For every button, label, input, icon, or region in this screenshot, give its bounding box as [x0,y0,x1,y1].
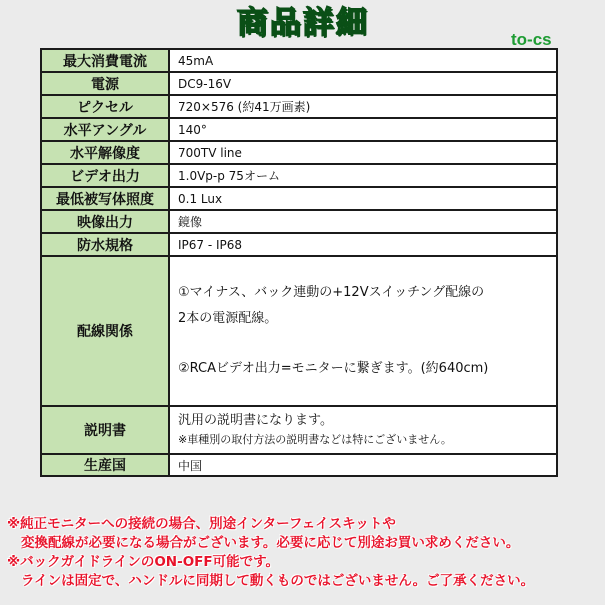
spec-label: 最大消費電流 [41,49,169,72]
spec-label: ピクセル [41,95,169,118]
spec-value: IP67 - IP68 [169,233,557,256]
spec-label: 映像出力 [41,210,169,233]
table-row [41,454,557,476]
spec-table [40,48,558,477]
spec-value: 鏡像 [169,210,557,233]
note-line: ※バックガイドラインのON-OFF可能です。 [7,554,280,570]
notes-block [7,515,602,591]
table-row [41,187,557,210]
note-line: 変換配線が必要になる場合がございます。必要に応じて別途お買い求めください。 [21,535,520,551]
spec-label: 最低被写体照度 [41,187,169,210]
spec-value: DC9-16V [169,72,557,95]
spec-value: 0.1 Lux [169,187,557,210]
brand-logo: to-cs [511,30,552,49]
wiring-line: ②RCAビデオ出力=モニターに繋ぎます。(約640cm) [178,361,489,376]
table-row [41,72,557,95]
table-row [41,141,557,164]
table-row [41,118,557,141]
note-line: ラインは固定で、ハンドルに同期して動くものではございません。ご了承ください。 [21,573,535,589]
spec-label: 配線関係 [41,256,169,406]
page-title: 商品詳細 [236,5,369,41]
spec-value: 720×576 (約41万画素) [169,95,557,118]
spec-value: 140° [169,118,557,141]
wiring-cell [169,256,557,406]
wiring-line: 2本の電源配線。 [178,311,278,326]
manual-cell [169,406,557,454]
table-row [41,233,557,256]
table-row [41,164,557,187]
table-row [41,49,557,72]
note-line: ※純正モニターへの接続の場合、別途インターフェイスキットや [7,516,396,532]
spec-value: 1.0Vp-p 75オーム [169,164,557,187]
spec-value: 45mA [169,49,557,72]
spec-label: 水平アングル [41,118,169,141]
wiring-line: ①マイナス、バック連動の+12Vスイッチング配線の [178,285,485,300]
spec-value: 中国 [169,454,557,476]
spec-label: ビデオ出力 [41,164,169,187]
spec-label: 説明書 [41,406,169,454]
spec-value: 700TV line [169,141,557,164]
manual-note-text: ※車種別の取付方法の説明書などは特にございません。 [178,433,452,446]
spec-label: 生産国 [41,454,169,476]
table-row-wiring [41,256,557,406]
table-row-manual [41,406,557,454]
table-row [41,95,557,118]
spec-label: 電源 [41,72,169,95]
manual-main-text: 汎用の説明書になります。 [178,413,333,428]
wiring-gap [178,332,556,356]
spec-label: 防水規格 [41,233,169,256]
spec-label: 水平解像度 [41,141,169,164]
table-row [41,210,557,233]
